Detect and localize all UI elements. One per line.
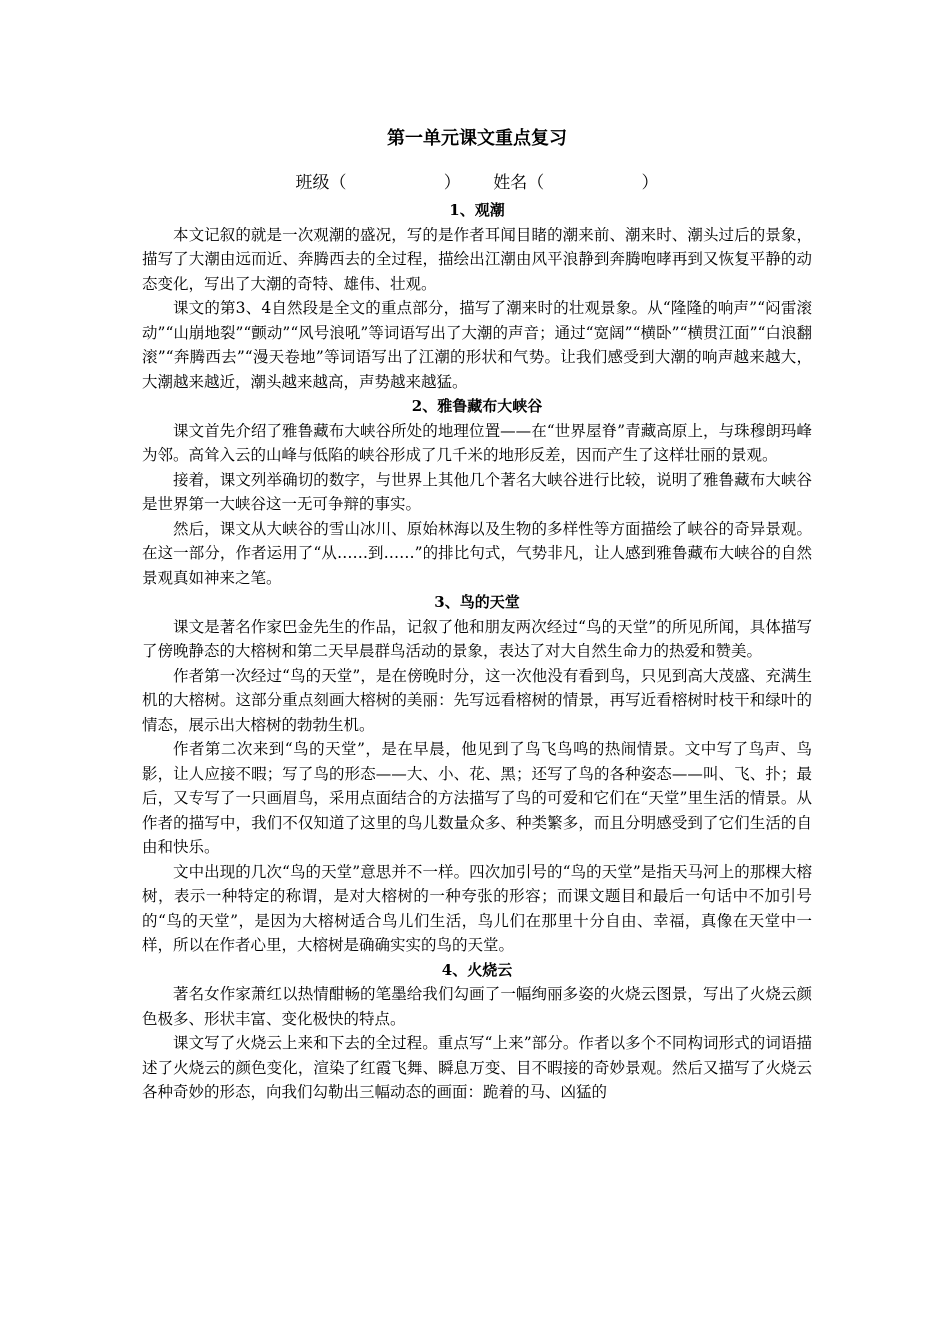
section-heading: 3、鸟的天堂 bbox=[434, 593, 520, 611]
paragraph: 本文记叙的就是一次观潮的盛况，写的是作者耳闻目睹的潮来前、潮来时、潮头过后的景象，描写了大潮由远而近、奔腾西去的全过程，描绘出江潮由风平浪静到奔腾咆哮再到又恢复平静的动态变化，写出了大潮的奇特、雄伟、壮观。 bbox=[142, 225, 812, 293]
paragraph: 课文是著名作家巴金先生的作品，记叙了他和朋友两次经过“鸟的天堂”的所见所闻，具体描写了傍晚静态的大榕树和第二天早晨群鸟活动的景象，表达了对大自然生命力的热爱和赞美。 bbox=[142, 617, 812, 660]
section-3 bbox=[142, 590, 812, 958]
section-heading: 1、观潮 bbox=[449, 201, 505, 219]
paragraph: 接着，课文列举确切的数字，与世界上其他几个著名大峡谷进行比较，说明了雅鲁藏布大峡谷是世界第一大峡谷这一无可争辩的事实。 bbox=[142, 470, 812, 513]
class-close: ） bbox=[443, 173, 461, 193]
paragraph: 课文写了火烧云上来和下去的全过程。重点写“上来”部分。作者以多个不同构词形式的词语描述了火烧云的颜色变化，渲染了红霞飞舞、瞬息万变、目不暇接的奇妙景观。然后又描写了火烧云各种奇妙的形态，向我们勾勒出三幅动态的画面：跪着的马、凶猛的 bbox=[142, 1034, 812, 1101]
document-page bbox=[142, 122, 812, 1105]
class-blank bbox=[347, 173, 444, 193]
name-close: ） bbox=[641, 173, 659, 193]
paragraph: 课文的第3、4自然段是全文的重点部分，描写了潮来时的壮观景象。从“隆隆的响声”“闷雷滚动”“山崩地裂”“颤动”“风号浪吼”等词语写出了大潮的声音；通过“宽阔”“横卧”“横贯江面”“白浪翻滚”“奔腾西去”“漫天卷地”等词语写出了江潮的形状和气势。让我们感受到大潮的响声越来越大，大潮越来越近，潮头越来越高，声势越来越猛。 bbox=[142, 299, 812, 391]
section-4 bbox=[142, 958, 812, 1105]
name-blank bbox=[544, 173, 641, 193]
paragraph: 作者第二次来到“鸟的天堂”，是在早晨，他见到了鸟飞鸟鸣的热闹情景。文中写了鸟声、鸟影，让人应接不暇；写了鸟的形态——大、小、花、黑；还写了鸟的各种姿态——叫、飞、扑；最后，又专写了一只画眉鸟，采用点面结合的方法描写了鸟的可爱和它们在“天堂”里生活的情景。从作者的描写中，我们不仅知道了这里的鸟儿数量众多、种类繁多，而且分明感受到了它们生活的自由和快乐。 bbox=[142, 740, 812, 856]
document-title: 第一单元课文重点复习 bbox=[387, 128, 567, 149]
paragraph: 著名女作家萧红以热情酣畅的笔墨给我们勾画了一幅绚丽多姿的火烧云图景，写出了火烧云颜色极多、形状丰富、变化极快的特点。 bbox=[142, 985, 812, 1028]
paragraph: 课文首先介绍了雅鲁藏布大峡谷所处的地理位置——在“世界屋脊”青藏高原上，与珠穆朗玛峰为邻。高耸入云的山峰与低陷的峡谷形成了几千米的地形反差，因而产生了这样壮丽的景观。 bbox=[142, 421, 812, 464]
name-label: 姓名（ bbox=[493, 173, 545, 193]
section-heading: 4、火烧云 bbox=[441, 960, 513, 979]
gap bbox=[461, 173, 493, 193]
section-2 bbox=[142, 394, 812, 590]
class-label: 班级（ bbox=[295, 173, 347, 193]
class-name-line bbox=[142, 168, 812, 198]
section-1 bbox=[142, 198, 812, 394]
section-heading: 2、雅鲁藏布大峡谷 bbox=[411, 397, 543, 415]
paragraph: 然后，课文从大峡谷的雪山冰川、原始林海以及生物的多样性等方面描绘了峡谷的奇异景观。在这一部分，作者运用了“从……到……”的排比句式，气势非凡，让人感到雅鲁藏布大峡谷的自然景观真如神来之笔。 bbox=[142, 519, 812, 587]
paragraph: 作者第一次经过“鸟的天堂”，是在傍晚时分，这一次他没有看到鸟，只见到高大茂盛、充满生机的大榕树。这部分重点刻画大榕树的美丽：先写远看榕树的情景，再写近看榕树时枝干和绿叶的情态，展示出大榕树的勃勃生机。 bbox=[142, 666, 812, 734]
paragraph: 文中出现的几次“鸟的天堂”意思并不一样。四次加引号的“鸟的天堂”是指天马河上的那棵大榕树，表示一种特定的称谓，是对大榕树的一种夸张的形容；而课文题目和最后一句话中不加引号的“鸟的天堂”，是因为大榕树适合鸟儿们生活，鸟儿们在那里十分自由、幸福，真像在天堂中一样，所以在作者心里，大榕树是确确实实的鸟的天堂。 bbox=[142, 862, 812, 954]
